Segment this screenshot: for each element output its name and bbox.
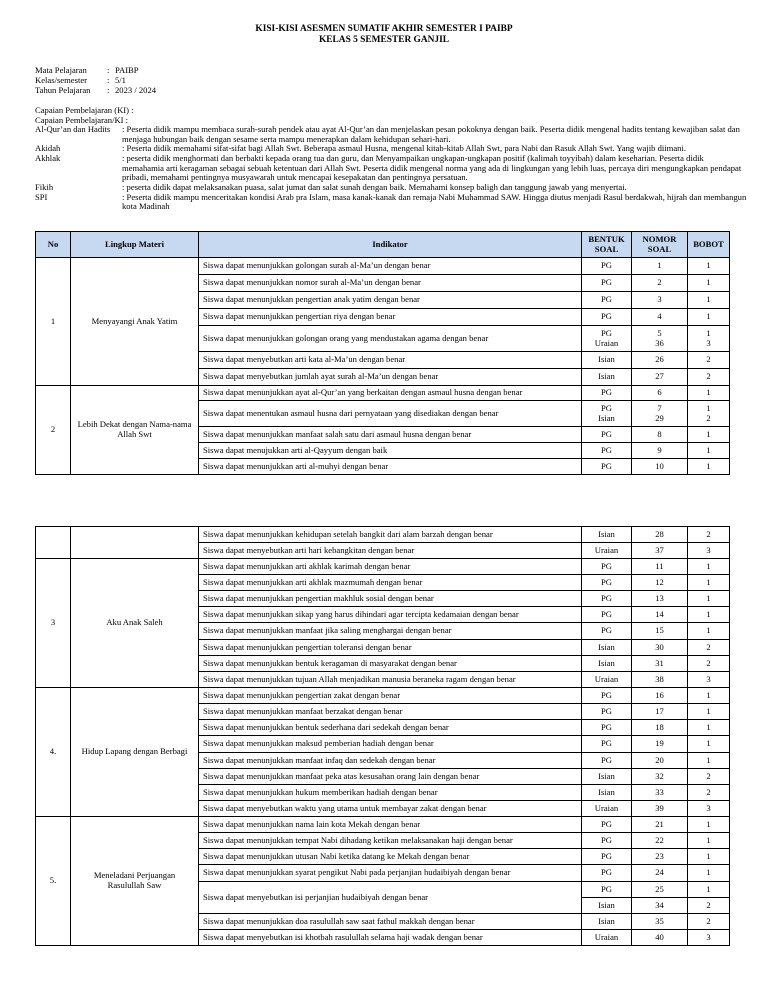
number-cell: 24 [632,865,688,882]
form-cell: PG [582,607,632,623]
outcome-spi [35,193,747,212]
weight-cell: 1 [688,443,730,459]
form-cell: PG [582,258,632,275]
number-cell: 14 [632,607,688,623]
group-number: 4. [36,688,71,817]
outcome-text: : peserta didik menghormati dan berbakti kepada orang tua dan guru, dan Menyampaikan ungkapan-ungkapan positif (kalimah toyyibah) dalam keseharian. Peserta didik memahamia arti keragaman sebagai sebuah ketentuan dari Allah Swt. Peserta didik mengenal norma yang ada di lingkungan yang lebih luas, percaya diri mengungkapkan pendapat pribadi, memahami pentingnya musyawarah untuk mencapai kesepakatan dan pentingnya persatuan. [122,153,742,183]
form-cell: PG [582,309,632,326]
indicator-cell: Siswa dapat menunjukkan manfaat peka atas kesusahan orang lain dengan benar [199,769,582,785]
header-indikator: Indikator [199,232,582,258]
indicator-cell: Siswa dapat menyebutkan jumlah ayat surah al-Ma’un dengan benar [199,369,582,386]
form-cell: PG Uraian [582,326,632,352]
weight-cell: 1 [688,309,730,326]
number-cell: 27 [632,369,688,386]
form-cell: PG [582,704,632,720]
number-cell: 34 [632,898,688,914]
blueprint-table-page-2 [35,526,730,946]
meta-row-year [35,86,156,96]
form-cell: PG [582,817,632,833]
number-cell: 7 29 [632,401,688,427]
group-number-continued [36,527,71,559]
meta-label: Tahun Pelajaran [35,85,91,95]
weight-cell: 1 [688,623,730,640]
indicator-cell: Siswa dapat menunjukkan nama lain kota Mekah dengan benar [199,817,582,833]
indicator-cell: Siswa dapat menyebutkan arti kata al-Ma’un dengan benar [199,352,582,369]
table-row [36,559,730,575]
indicator-cell: Siswa dapat menunjukkan pengertian zakat dengan benar [199,688,582,704]
form-cell: Isian [582,914,632,930]
form-cell: Isian [582,898,632,914]
group-materi: Hidup Lapang dengan Berbagi [71,688,199,817]
form-cell: PG [582,292,632,309]
weight-cell: 1 [688,849,730,865]
number-cell: 1 [632,258,688,275]
form-cell: PG [582,427,632,443]
form-cell: PG [582,459,632,475]
outcome-text: : peserta didik dapat melaksanakan puasa, salat jumat dan salat sunah dengan baik. Memahami konsep baligh dan tanggung jawab yang menyertai. [122,181,627,192]
group-materi: Aku Anak Saleh [71,559,199,688]
form-cell: PG [582,386,632,401]
table-header-row [36,232,730,258]
table-row [36,688,730,704]
number-cell: 13 [632,591,688,607]
meta-label: Kelas/semester [35,75,88,85]
indicator-cell: Siswa dapat menunjukkan pengertian toleransi dengan benar [199,640,582,656]
meta-separator: : [107,75,110,85]
number-cell: 2 [632,275,688,292]
form-cell: PG [582,623,632,640]
indicator-cell: Siswa dapat menunjukkan manfaat infaq dan sedekah dengan benar [199,753,582,769]
group-number: 5. [36,817,71,946]
group-number: 3 [36,559,71,688]
indicator-cell: Siswa dapat menunjukkan manfaat salah satu dari asmaul husna dengan benar [199,427,582,443]
meta-separator: : [107,65,110,75]
number-cell: 39 [632,801,688,817]
header-bobot: BOBOT [688,232,730,258]
form-cell: Uraian [582,672,632,688]
document-title [0,24,768,46]
form-cell: PG [582,559,632,575]
weight-cell: 3 [688,672,730,688]
indicator-cell: Siswa dapat menyebutkan waktu yang utama untuk membayar zakat dengan benar [199,801,582,817]
table-row [36,527,730,543]
indicator-cell: Siswa dapat menunjukkan pengertian riya dengan benar [199,309,582,326]
indicator-cell: Siswa dapat menunjukkan ayat al-Qur’an yang berkaitan dengan asmaul husna dengan benar [199,386,582,401]
weight-cell: 1 [688,607,730,623]
number-cell: 3 [632,292,688,309]
outcome-quran-hadits [35,125,747,144]
form-cell: Isian [582,769,632,785]
indicator-cell: Siswa dapat menunjukkan nomor surah al-Ma’un dengan benar [199,275,582,292]
form-cell: Uraian [582,930,632,946]
header-no: No [36,232,71,258]
weight-cell: 1 [688,559,730,575]
weight-cell: 1 [688,386,730,401]
form-cell: PG [582,736,632,753]
meta-value: 2023 / 2024 [115,85,157,95]
group-materi: Lebih Dekat dengan Nama-nama Allah Swt [71,386,199,475]
indicator-cell: Siswa dapat menunjukkan hukum memberikan hadiah dengan benar [199,785,582,801]
weight-cell: 2 [688,352,730,369]
indicator-cell: Siswa dapat menunjukkan golongan surah al-Ma’un dengan benar [199,258,582,275]
indicator-cell: Siswa dapat menyebutkan arti hari kebangkitan dengan benar [199,543,582,559]
weight-cell: 1 [688,591,730,607]
weight-cell: 2 [688,527,730,543]
weight-cell: 1 [688,427,730,443]
number-cell: 5 36 [632,326,688,352]
meta-separator: : [107,85,110,95]
number-cell: 9 [632,443,688,459]
number-cell: 31 [632,656,688,672]
table-row [36,258,730,275]
weight-cell: 1 [688,704,730,720]
indicator-cell: Siswa dapat menunjukkan tempat Nabi dihadang ketikan melaksanakan haji dengan benar [199,833,582,849]
form-cell: PG [582,575,632,591]
weight-cell: 1 [688,817,730,833]
group-number: 2 [36,386,71,475]
weight-cell: 1 [688,258,730,275]
outcome-text: : Peserta didik mampu membaca surah-surah pendek atau ayat Al-Qur’an dan menjelaskan pesan pokoknya dengan baik. Peserta didik mengenal hadits tentang kewajiban salat dan menjaga hubungan baik dengan sesame serta mampu menerapkan dalam kehidupan sehari-hari. [122,124,740,144]
weight-cell: 1 2 [688,401,730,427]
form-cell: PG [582,591,632,607]
number-cell: 23 [632,849,688,865]
form-cell: PG Isian [582,401,632,427]
meta-value: 5/1 [115,75,126,85]
indicator-cell: Siswa dapat menyebutkan isi perjanjian hudaibiyah dengan benar [199,882,582,914]
weight-cell: 1 [688,292,730,309]
indicator-cell: Siswa dapat menunjukkan utusan Nabi ketika datang ke Mekah dengan benar [199,849,582,865]
weight-cell: 2 [688,914,730,930]
form-cell: Isian [582,527,632,543]
number-cell: 17 [632,704,688,720]
identity-block [35,66,156,96]
weight-cell: 2 [688,640,730,656]
form-cell: Isian [582,640,632,656]
weight-cell: 2 [688,785,730,801]
form-cell: PG [582,753,632,769]
group-materi: Meneladani Perjuangan Rasulullah Saw [71,817,199,946]
weight-cell: 2 [688,369,730,386]
number-cell: 19 [632,736,688,753]
indicator-cell: Siswa dapat menunjukkan arti akhlak karimah dengan benar [199,559,582,575]
form-cell: PG [582,865,632,882]
weight-cell: 1 3 [688,326,730,352]
indicator-cell: Siswa dapat menunjukkan bentuk keragaman di masyarakat dengan benar [199,656,582,672]
outcome-label: Al-Qur’an dan Hadits [35,124,111,135]
indicator-cell: Siswa dapat menujukkan arti al-Qayyum dengan baik [199,443,582,459]
outcome-label: Akhlak [35,153,61,164]
form-cell: PG [582,720,632,736]
weight-cell: 1 [688,753,730,769]
form-cell: Uraian [582,801,632,817]
number-cell: 21 [632,817,688,833]
indicator-cell: Siswa dapat menentukan asmaul husna dari pernyataan yang disediakan dengan benar [199,401,582,427]
meta-value: PAIBP [115,65,139,75]
number-cell: 11 [632,559,688,575]
indicator-cell: Siswa dapat menunjukkan arti al-muhyi dengan benar [199,459,582,475]
number-cell: 18 [632,720,688,736]
form-cell: Isian [582,352,632,369]
weight-cell: 1 [688,865,730,882]
number-cell: 22 [632,833,688,849]
outcome-label: SPI [35,191,48,202]
header-bentuk: BENTUK SOAL [582,232,632,258]
outcome-akhlak [35,154,747,183]
number-cell: 28 [632,527,688,543]
weight-cell: 3 [688,543,730,559]
indicator-cell: Siswa dapat menunjukkan pengertian makhluk sosial dengan benar [199,591,582,607]
weight-cell: 2 [688,898,730,914]
weight-cell: 2 [688,656,730,672]
number-cell: 33 [632,785,688,801]
indicator-cell: Siswa dapat menunjukkan golongan orang yang mendustakan agama dengan benar [199,326,582,352]
weight-cell: 2 [688,769,730,785]
form-cell: PG [582,275,632,292]
number-cell: 15 [632,623,688,640]
number-cell: 32 [632,769,688,785]
number-cell: 6 [632,386,688,401]
table-row [36,386,730,401]
indicator-cell: Siswa dapat menunjukkan pengertian anak yatim dengan benar [199,292,582,309]
number-cell: 38 [632,672,688,688]
form-cell: Isian [582,785,632,801]
meta-label: Mata Pelajaran [35,65,87,75]
form-cell: PG [582,443,632,459]
outcome-text: : Peserta didik memahami sifat-sifat bagi Allah Swt. Beberapa asmaul Husna, mengenal kitab-kitab Allah Swt, para Nabi dan Rasuk Allah Swt. Yang wajib diimani. [122,143,686,154]
header-materi: Lingkup Materi [71,232,199,258]
blueprint-table-page-1 [35,231,730,475]
weight-cell: 1 [688,882,730,898]
indicator-cell: Siswa dapat menunjukkan doa rasulullah saw saat fathul makkah dengan benar [199,914,582,930]
weight-cell: 3 [688,930,730,946]
number-cell: 40 [632,930,688,946]
number-cell: 16 [632,688,688,704]
weight-cell: 1 [688,736,730,753]
group-materi-continued [71,527,199,559]
outcomes-heading: Capaian Pembelajaran (KI) : [35,105,134,115]
outcomes-heading: Capaian Pembelajaran/KI : [35,114,129,125]
form-cell: PG [582,882,632,898]
outcome-label: Fikih [35,181,54,192]
indicator-cell: Siswa dapat menunjukkan tujuan Allah menjadikan manusia beraneka ragam dengan benar [199,672,582,688]
form-cell: PG [582,849,632,865]
weight-cell: 1 [688,575,730,591]
weight-cell: 1 [688,833,730,849]
weight-cell: 3 [688,801,730,817]
table-row [36,817,730,833]
weight-cell: 1 [688,275,730,292]
indicator-cell: Siswa dapat menyebutkan isi khotbah rasulullah selama haji wadak dengan benar [199,930,582,946]
number-cell: 30 [632,640,688,656]
form-cell: PG [582,833,632,849]
outcome-label: Akidah [35,143,61,154]
number-cell: 8 [632,427,688,443]
group-materi: Menyayangi Anak Yatim [71,258,199,386]
number-cell: 26 [632,352,688,369]
indicator-cell: Siswa dapat menunjukkan manfaat berzakat dengan benar [199,704,582,720]
title-line-2: KELAS 5 SEMESTER GANJIL [319,34,449,45]
number-cell: 35 [632,914,688,930]
weight-cell: 1 [688,459,730,475]
learning-outcomes [35,106,747,212]
group-number: 1 [36,258,71,386]
number-cell: 4 [632,309,688,326]
number-cell: 25 [632,882,688,898]
weight-cell: 1 [688,720,730,736]
header-nomor: NOMOR SOAL [632,232,688,258]
form-cell: Isian [582,656,632,672]
indicator-cell: Siswa dapat menunjukkan manfaat jika saling menghargai dengan benar [199,623,582,640]
number-cell: 12 [632,575,688,591]
weight-cell: 1 [688,688,730,704]
number-cell: 20 [632,753,688,769]
form-cell: PG [582,688,632,704]
indicator-cell: Siswa dapat menunjukkan syarat pengikut Nabi pada perjanjian hudaibiyah dengan benar [199,865,582,882]
indicator-cell: Siswa dapat menunjukkan bentuk sederhana dari sedekah dengan benar [199,720,582,736]
indicator-cell: Siswa dapat menunjukkan kehidupan setelah bangkit dari alam barzah dengan benar [199,527,582,543]
form-cell: Uraian [582,543,632,559]
number-cell: 10 [632,459,688,475]
number-cell: 37 [632,543,688,559]
indicator-cell: Siswa dapat menunjukkan arti akhlak mazmumah dengan benar [199,575,582,591]
indicator-cell: Siswa dapat menunjukkan maksud pemberian hadiah dengan benar [199,736,582,753]
title-line-1: KISI-KISI ASESMEN SUMATIF AKHIR SEMESTER I PAIBP [255,24,513,34]
form-cell: Isian [582,369,632,386]
outcome-text: : Peserta didik mampu menceritakan kondisi Arab pra Islam, masa kanak-kanak dan remaja Nabi Muhammad SAW. Hingga diutus menjadi Rasul berdakwah, hijrah dan membangun kota Madinah [122,191,747,212]
indicator-cell: Siswa dapat menunjukkan sikap yang harus dihindari agar tercipta kedamaian dengan benar [199,607,582,623]
